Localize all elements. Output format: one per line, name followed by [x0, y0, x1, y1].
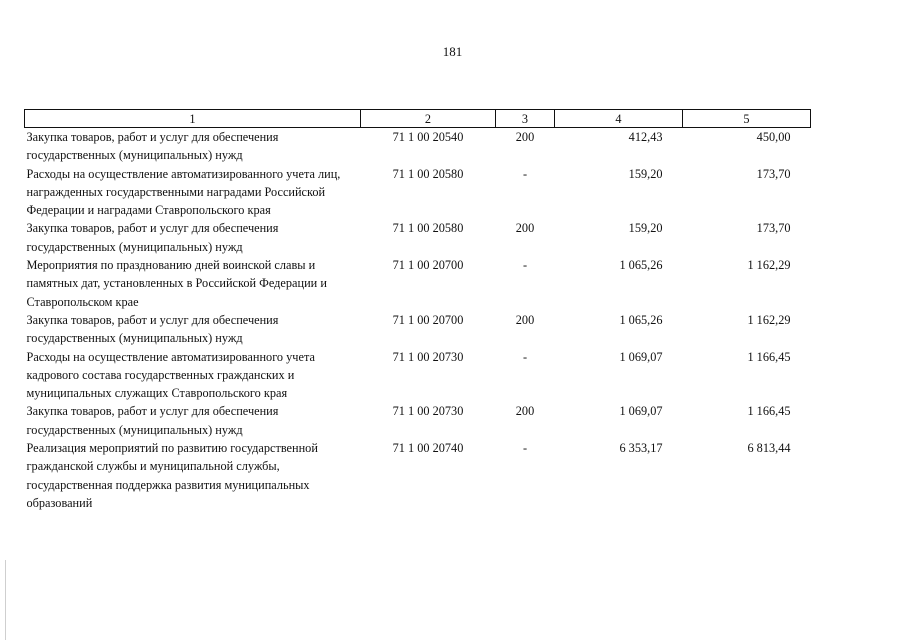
table-header [25, 110, 811, 128]
row-code: 71 1 00 20580 [392, 166, 464, 181]
row-code: 71 1 00 20740 [392, 441, 464, 456]
table-row [25, 256, 811, 311]
table-row [25, 348, 811, 403]
budget-table [24, 109, 811, 512]
row-value-5: 6 813,44 [747, 441, 791, 456]
row-description: Закупка товаров, работ и услуг для обеспечения государственных (муниципальных) нужд [26, 130, 279, 163]
row-value-5: 450,00 [756, 130, 791, 144]
table-row [25, 219, 811, 256]
row-code: 71 1 00 20700 [392, 312, 464, 327]
scan-edge-line [5, 560, 6, 640]
header-col-4: 4 [555, 110, 683, 128]
row-type: - [522, 166, 528, 181]
row-value-5: 1 166,45 [747, 349, 791, 364]
row-value-4: 412,43 [628, 130, 663, 144]
row-code: 71 1 00 20730 [392, 349, 464, 364]
row-type: - [522, 441, 528, 456]
header-col-5: 5 [683, 110, 811, 128]
row-value-4: 1 065,26 [619, 258, 663, 273]
table-row [25, 128, 811, 165]
row-value-5: 1 162,29 [747, 312, 791, 327]
row-code: 71 1 00 20730 [392, 404, 464, 419]
row-type: 200 [515, 221, 535, 236]
row-type: - [522, 258, 528, 273]
row-value-5: 1 166,45 [747, 404, 791, 419]
row-code: 71 1 00 20580 [392, 221, 464, 236]
header-row [25, 110, 811, 128]
row-value-4: 159,20 [628, 221, 663, 236]
row-type: 200 [515, 312, 535, 327]
row-description: Расходы на осуществление автоматизированного учета лиц, награжденных государственными наградами Российской Федерации и наградами Ставропольского края [26, 166, 341, 218]
row-description: Закупка товаров, работ и услуг для обеспечения государственных (муниципальных) нужд [26, 404, 279, 437]
header-col-2: 2 [361, 110, 496, 128]
row-type: - [522, 349, 528, 364]
table-row [25, 311, 811, 348]
table-row [25, 402, 811, 439]
table-row [25, 439, 811, 512]
row-value-4: 6 353,17 [619, 441, 663, 456]
row-value-4: 1 069,07 [619, 349, 663, 364]
header-col-3: 3 [496, 110, 555, 128]
header-col-1: 1 [25, 110, 361, 128]
row-type: 200 [515, 130, 535, 144]
row-code: 71 1 00 20700 [392, 258, 464, 273]
row-description: Закупка товаров, работ и услуг для обеспечения государственных (муниципальных) нужд [26, 312, 279, 346]
row-value-5: 173,70 [756, 166, 791, 181]
row-value-5: 1 162,29 [747, 258, 791, 273]
row-value-4: 1 065,26 [619, 312, 663, 327]
row-type: 200 [515, 404, 535, 419]
table-row [25, 165, 811, 220]
page-number: 181 [442, 44, 463, 59]
row-description: Расходы на осуществление автоматизированного учета кадрового состава государственных гражданских и муниципальных служащих Ставропольского края [26, 349, 315, 401]
row-value-4: 159,20 [628, 166, 663, 181]
row-description: Реализация мероприятий по развитию государственной гражданской службы и муниципальной службы, государственная поддержка развития муниципальных образований [26, 441, 318, 510]
row-description: Закупка товаров, работ и услуг для обеспечения государственных (муниципальных) нужд [26, 221, 279, 254]
row-code: 71 1 00 20540 [392, 130, 464, 144]
row-value-4: 1 069,07 [619, 404, 663, 419]
row-description: Мероприятия по празднованию дней воинской славы и памятных дат, установленных в Российской Федерации и Ставропольском крае [26, 258, 327, 309]
row-value-5: 173,70 [756, 221, 791, 236]
table-body [25, 128, 811, 513]
